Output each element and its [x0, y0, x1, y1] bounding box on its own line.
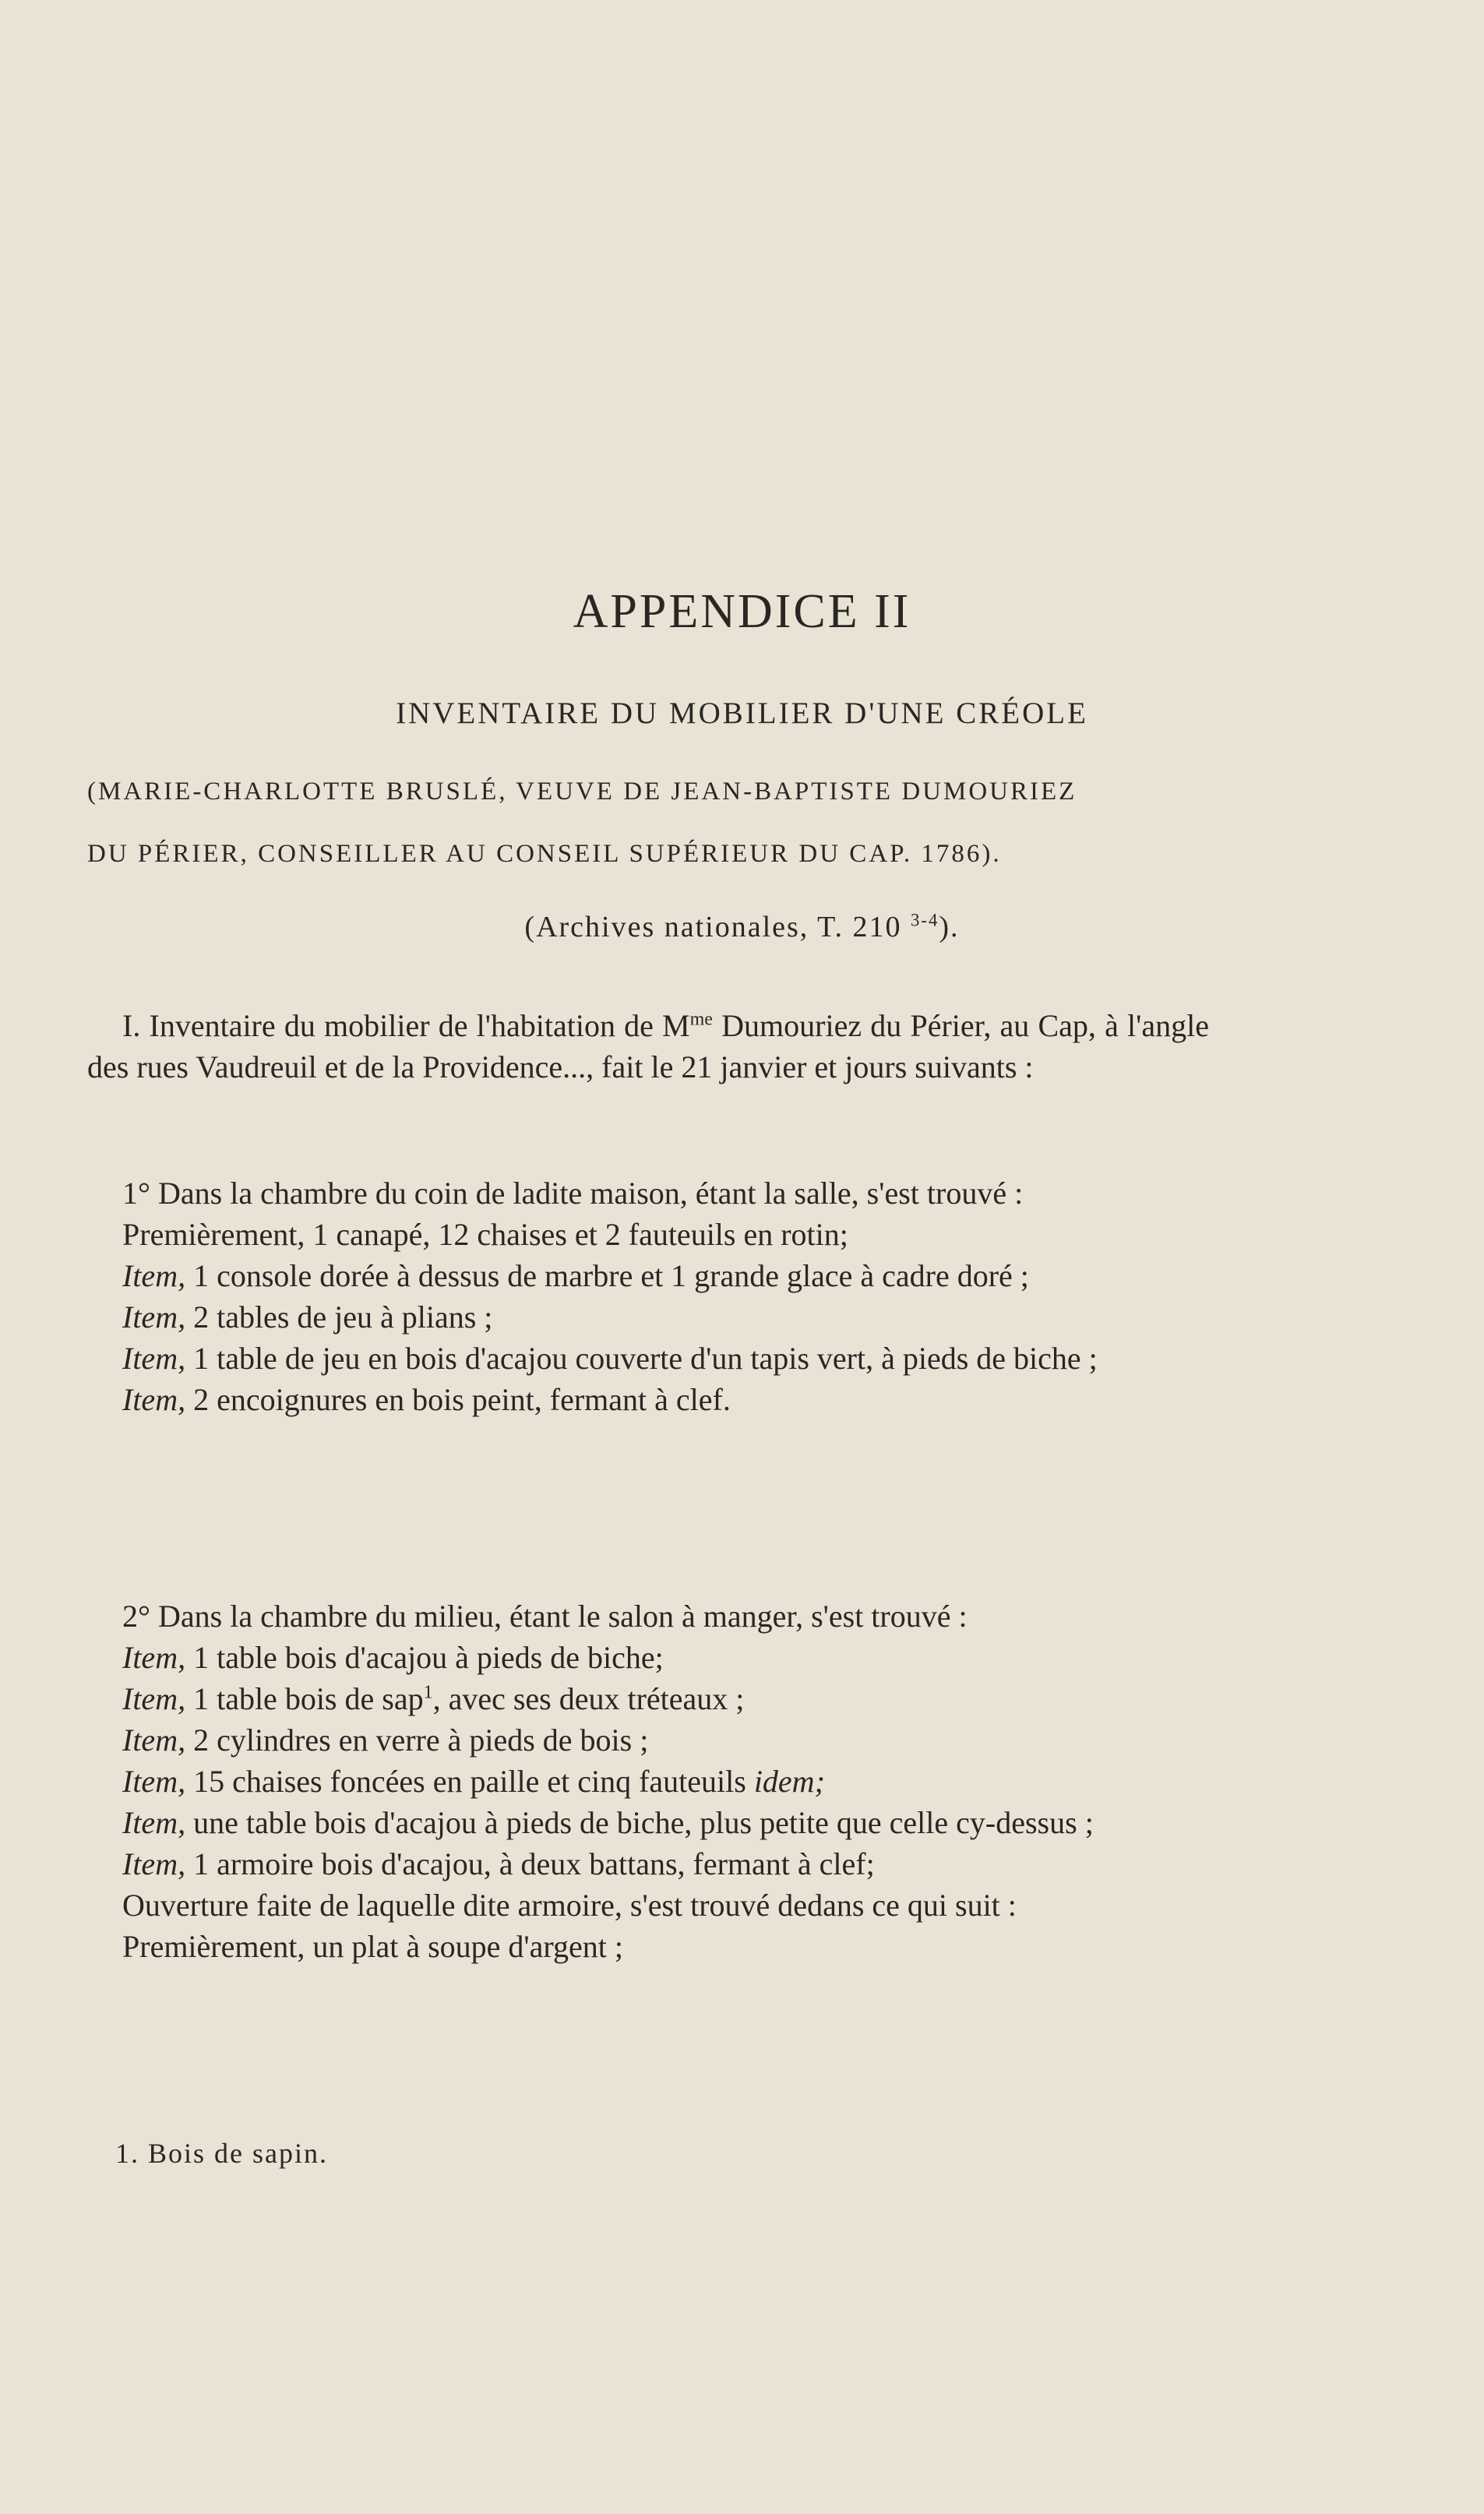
archives-sup: 3-4: [911, 910, 939, 930]
section-2-item: [87, 1802, 1209, 1843]
item-text: 1 table bois d'acajou à pieds de biche;: [185, 1640, 664, 1675]
item-label: Item,: [122, 1846, 186, 1881]
intro-text-a: I. Inventaire du mobilier de l'habitation de M: [122, 1008, 690, 1043]
item-text: 1 console dorée à dessus de marbre et 1 grande glace à cadre doré ;: [185, 1258, 1029, 1293]
subtitle: INVENTAIRE DU MOBILIER D'UNE CRÉOLE: [396, 696, 1088, 730]
item-label: Item,: [122, 1258, 186, 1293]
section-2: [87, 1595, 1209, 1967]
item-label: Item,: [122, 1640, 186, 1675]
item-text: une table bois d'acajou à pieds de biche, plus petite que celle cy-dessus ;: [185, 1805, 1094, 1840]
page-title: APPENDICE II: [573, 585, 911, 638]
section-1-heading: 1° Dans la chambre du coin de ladite maison, étant la salle, s'est trouvé :: [122, 1176, 1024, 1211]
subject-line-1: (MARIE-CHARLOTTE BRUSLÉ, VEUVE DE JEAN-BAPTISTE DUMOURIEZ: [87, 777, 1077, 806]
item-text: 2 encoignures en bois peint, fermant à clef.: [185, 1382, 731, 1417]
item-label: Item,: [122, 1299, 186, 1335]
section-2-item: [87, 1719, 1209, 1761]
footnote: 1. Bois de sapin.: [115, 2138, 328, 2169]
item-text: 1 table de jeu en bois d'acajou couverte d'un tapis vert, à pieds de biche ;: [185, 1341, 1098, 1376]
section-1-item: [87, 1296, 1209, 1338]
item-idem: idem;: [753, 1764, 825, 1799]
item-text: 1 armoire bois d'acajou, à deux battans, fermant à clef;: [185, 1846, 875, 1881]
footnote-ref: 1: [423, 1682, 433, 1703]
intro-sup: me: [689, 1009, 713, 1030]
item-text: 15 chaises foncées en paille et cinq fauteuils: [185, 1764, 754, 1799]
item-label: Item,: [122, 1805, 186, 1840]
item-text: 2 tables de jeu à plians ;: [185, 1299, 493, 1335]
item-text: , avec ses deux tréteaux ;: [432, 1681, 745, 1716]
item-label: Item,: [122, 1382, 186, 1417]
section-1-item: [87, 1255, 1209, 1296]
item-text: 1 table bois de sap: [185, 1681, 424, 1716]
archives-text: (Archives nationales, T. 210: [524, 911, 911, 943]
intro-text-b: Dumouriez du Périer, au Cap, à l'angle des rues Vaudreuil et de la Providence..., fait le 21 janvier et jours suivants :: [87, 1008, 1209, 1084]
section-2-item: [87, 1637, 1209, 1678]
archives-end: ).: [939, 911, 960, 943]
item-label: Item,: [122, 1681, 186, 1716]
section-2-item: [87, 1678, 1209, 1719]
item-label: Item,: [122, 1722, 186, 1758]
section-1-item: [87, 1338, 1209, 1379]
subject-line-2: DU PÉRIER, CONSEILLER AU CONSEIL SUPÉRIEUR DU CAP. 1786).: [87, 840, 1002, 868]
section-2-item: [87, 1843, 1209, 1885]
item-label: Item,: [122, 1341, 186, 1376]
intro-paragraph: [87, 1005, 1209, 1088]
section-1: [87, 1172, 1209, 1420]
section-2-item: [87, 1761, 1209, 1802]
section-2-line: Premièrement, un plat à soupe d'argent ;: [122, 1929, 623, 1964]
section-1-line: Premièrement, 1 canapé, 12 chaises et 2 fauteuils en rotin;: [122, 1217, 848, 1252]
section-1-item: [87, 1379, 1209, 1420]
item-label: Item,: [122, 1764, 186, 1799]
archives-reference: [0, 910, 1484, 944]
section-2-line: Ouverture faite de laquelle dite armoire, s'est trouvé dedans ce qui suit :: [122, 1888, 1017, 1923]
section-2-heading: 2° Dans la chambre du milieu, étant le salon à manger, s'est trouvé :: [122, 1599, 968, 1634]
item-text: 2 cylindres en verre à pieds de bois ;: [185, 1722, 649, 1758]
